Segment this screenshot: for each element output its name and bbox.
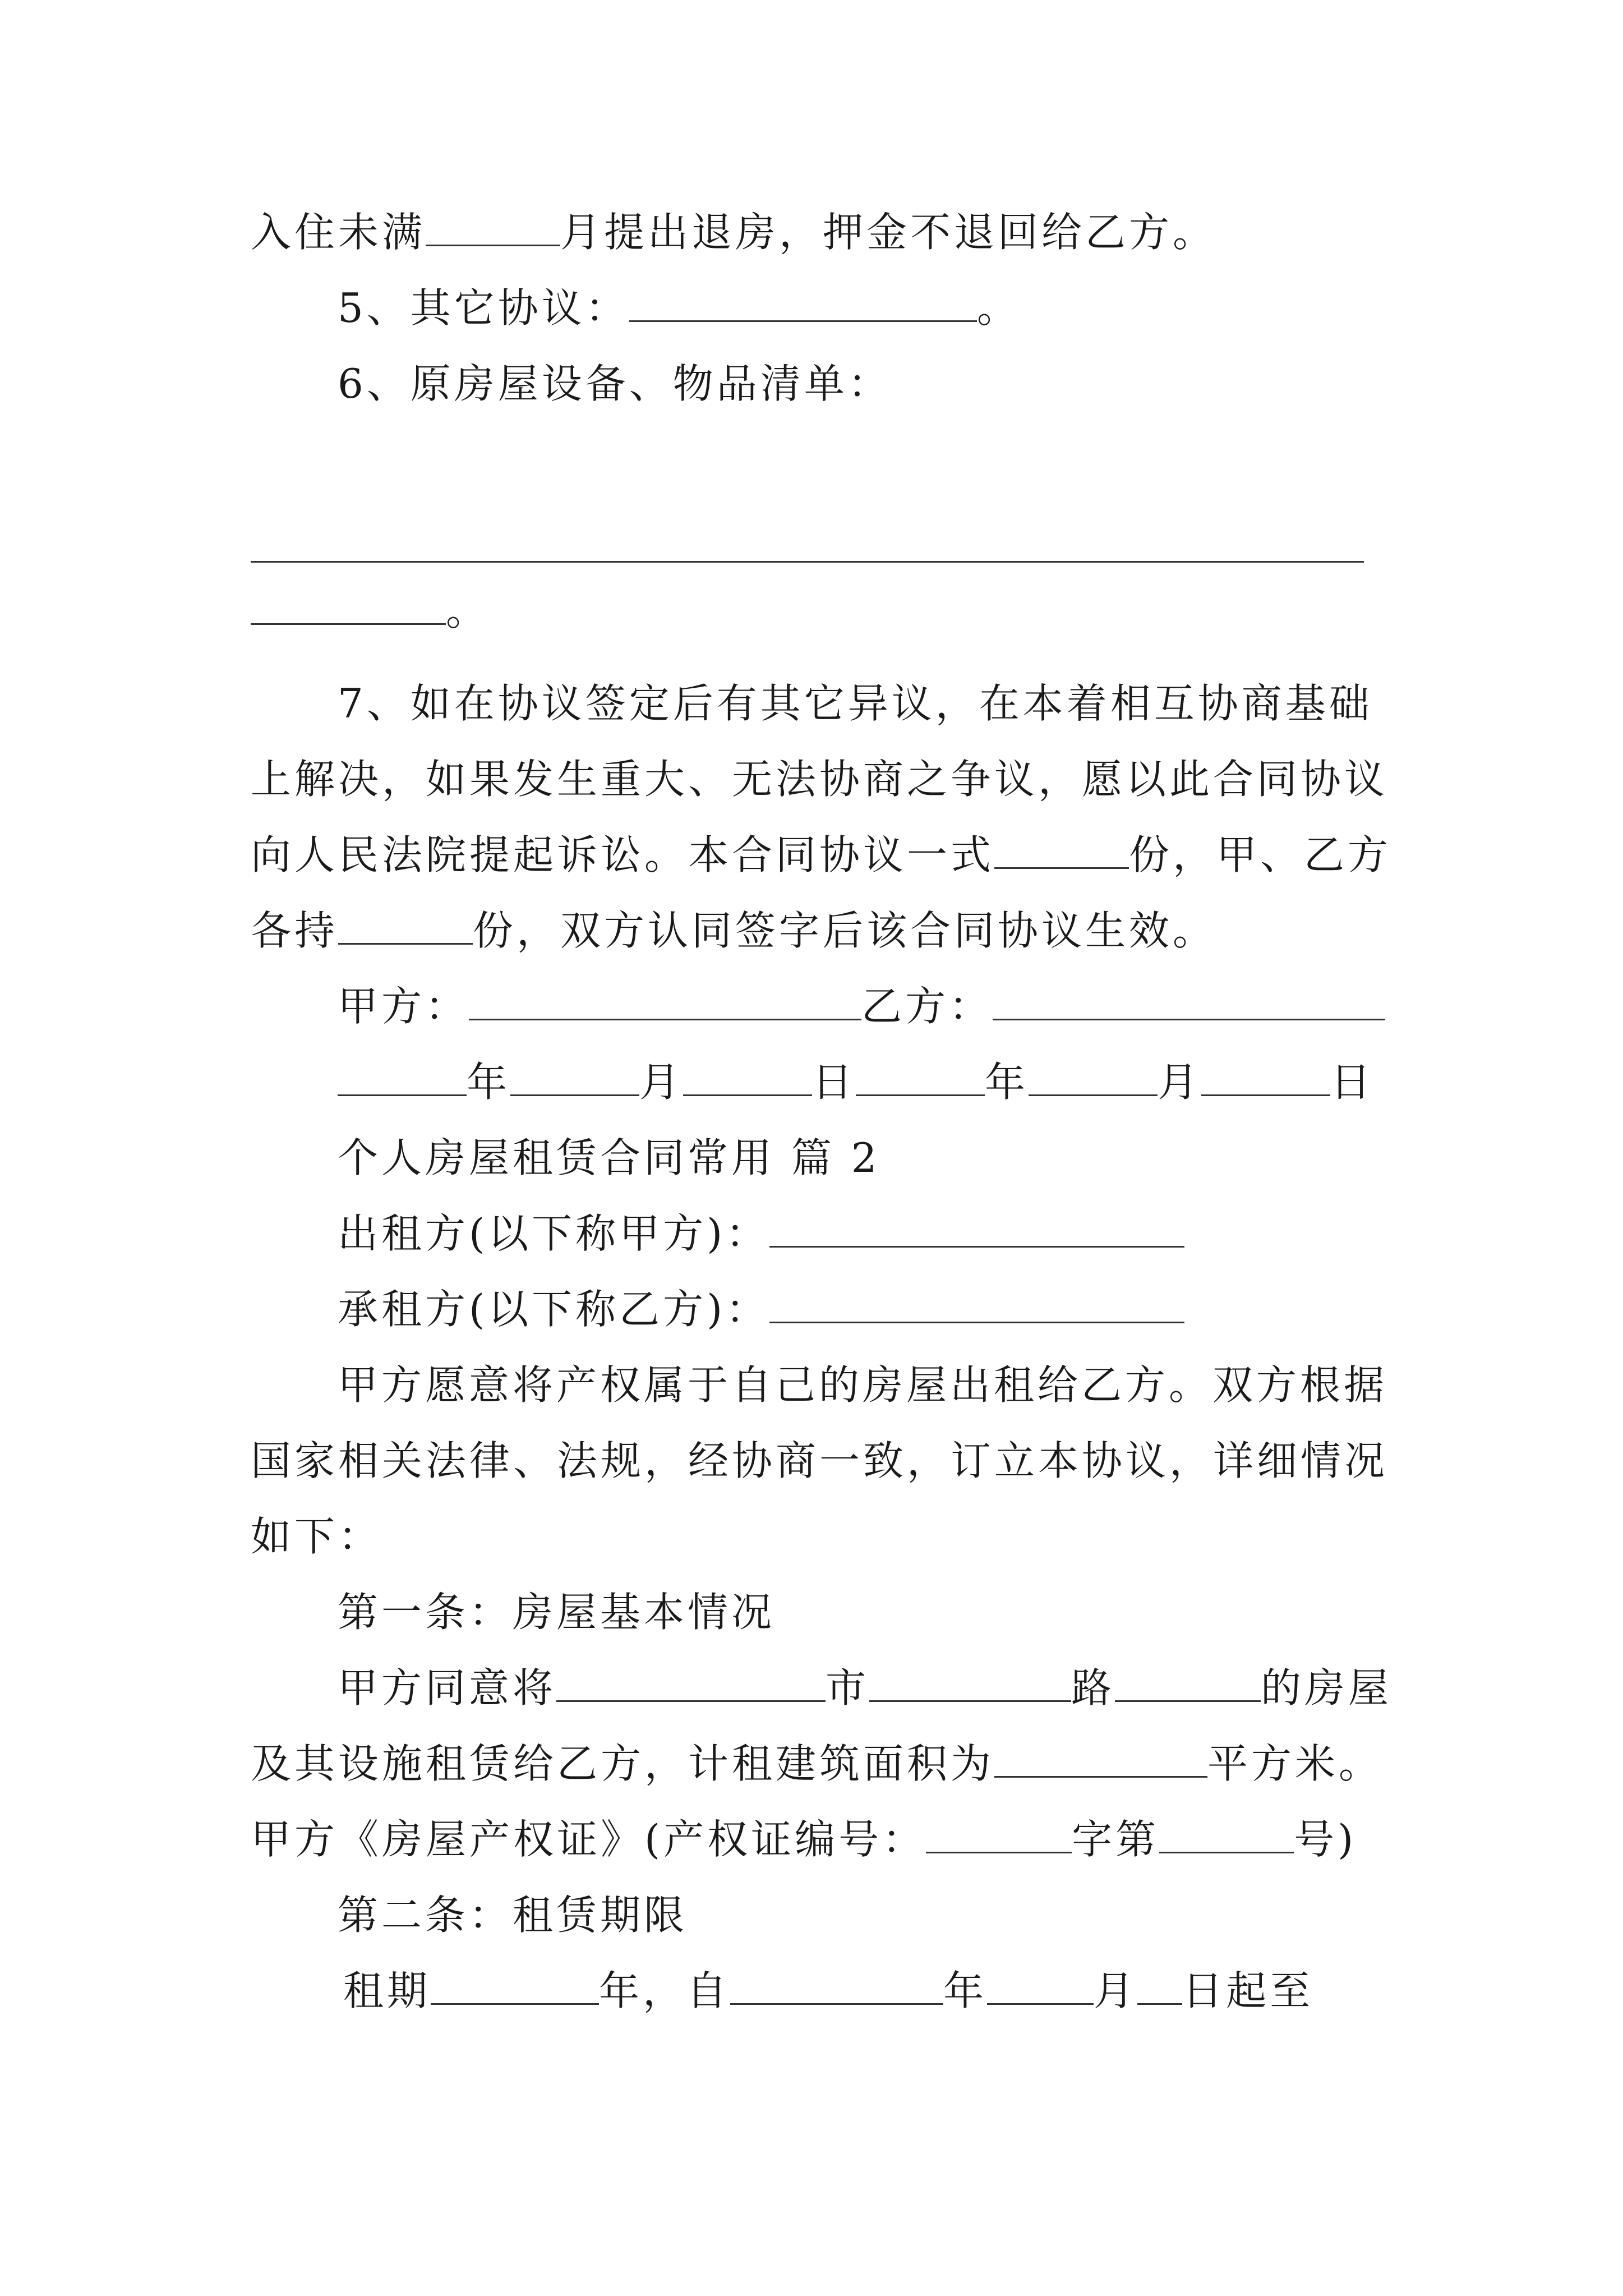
text: 月 — [1158, 1059, 1202, 1106]
blank-day-a[interactable] — [683, 1059, 812, 1096]
blank-start-day[interactable] — [1137, 1967, 1182, 2005]
blank-road[interactable] — [869, 1664, 1071, 1702]
article-1-heading — [338, 1588, 775, 1637]
blank-year-a[interactable] — [338, 1059, 467, 1096]
blank-year-b[interactable] — [856, 1059, 985, 1096]
blank-month-a[interactable] — [510, 1059, 639, 1096]
text: 第二条：租赁期限 — [338, 1892, 688, 1939]
blank-other-agreement[interactable] — [629, 284, 977, 322]
party-b-label: 乙方： — [861, 983, 993, 1030]
text: 字第 — [1072, 1816, 1160, 1863]
text: 号) — [1294, 1816, 1357, 1863]
text: 承租方(以下称乙方)： — [338, 1286, 770, 1333]
party-a-signature-blank[interactable] — [469, 983, 861, 1020]
article-1-line-2 — [251, 1739, 1382, 1788]
text: 5、其它协议： — [338, 284, 629, 332]
text: 日 — [1330, 1059, 1375, 1106]
text: 份，甲、乙方 — [1129, 831, 1392, 878]
blank-area[interactable] — [994, 1740, 1207, 1778]
text: 年 — [985, 1059, 1029, 1106]
text: 份，双方认同签字后该合同协议生效。 — [473, 907, 1217, 954]
text: 平方米。 — [1207, 1740, 1383, 1787]
clause-7-line-1 — [338, 679, 1373, 728]
blank-cert-number[interactable] — [1159, 1816, 1294, 1853]
blank-address[interactable] — [1115, 1664, 1261, 1702]
text: 甲方同意将 — [338, 1664, 557, 1711]
article-2-heading — [338, 1890, 688, 1940]
text: 的房屋 — [1261, 1664, 1393, 1711]
blank-term-years[interactable] — [431, 1967, 599, 2005]
blank-copies[interactable] — [994, 831, 1129, 869]
text: 6、原房屋设备、物品清单： — [338, 360, 892, 407]
blank-month-b[interactable] — [1029, 1059, 1158, 1096]
clause-7-line-4 — [251, 906, 1216, 955]
text: 月 — [1094, 1967, 1138, 2014]
inventory-end-line — [251, 586, 490, 636]
text: 7、如在协议签定后有其它异议，在本着相互协商基础 — [338, 680, 1373, 727]
lessor-line — [338, 1209, 1184, 1258]
text: 国家相关法律、法规，经协商一致，订立本协议，详细情况 — [251, 1437, 1389, 1484]
blank-each-hold[interactable] — [338, 907, 473, 945]
lessee-line — [338, 1285, 1184, 1334]
text: 路 — [1071, 1664, 1115, 1711]
text: 。 — [446, 587, 490, 634]
text: 月提出退房，押金不退回给乙方。 — [560, 209, 1217, 256]
text: 日 — [812, 1059, 856, 1106]
article-1-line-1 — [338, 1663, 1392, 1713]
clause-7-line-2 — [251, 754, 1388, 804]
blank-day-b[interactable] — [1201, 1059, 1330, 1096]
text: 向人民法院提起诉讼。本合同协议一式 — [251, 831, 995, 878]
text: 年 — [943, 1967, 988, 2014]
blank-inventory-line[interactable] — [251, 561, 1364, 563]
text: 上解决，如果发生重大、无法协商之争议，愿以此合同协议 — [251, 756, 1389, 803]
blank-cert-prefix[interactable] — [926, 1816, 1072, 1853]
party-b-signature-blank[interactable] — [993, 983, 1385, 1020]
clause-6 — [338, 359, 892, 408]
article-1-line-3 — [251, 1815, 1357, 1864]
text: 甲方愿意将产权属于自己的房屋出租给乙方。双方根据 — [338, 1361, 1388, 1409]
blank-start-month[interactable] — [987, 1967, 1094, 2005]
signature-dates — [338, 1057, 1374, 1107]
text: 各持 — [251, 907, 339, 954]
text: 市 — [826, 1664, 870, 1711]
text: 及其设施租赁给乙方，计租建筑面积为 — [251, 1740, 995, 1787]
blank-inventory-continued[interactable] — [251, 587, 446, 625]
lessor-blank[interactable] — [769, 1210, 1184, 1248]
preamble-line-2 — [251, 1436, 1388, 1485]
blank-start-year[interactable] — [730, 1967, 943, 2005]
text: 入住未满 — [251, 209, 426, 256]
lessee-blank[interactable] — [769, 1286, 1184, 1323]
blank-months[interactable] — [426, 209, 560, 246]
article-2-line-1 — [343, 1966, 1313, 2016]
preamble-line-1 — [338, 1360, 1387, 1410]
party-a-label: 甲方： — [338, 983, 469, 1030]
clause-deposit-line — [251, 208, 1216, 257]
text: 甲方《房屋产权证》(产权证编号： — [251, 1816, 926, 1863]
signature-parties — [338, 982, 1385, 1031]
blank-city[interactable] — [556, 1664, 826, 1702]
section-heading — [338, 1133, 880, 1182]
clause-5 — [338, 283, 1021, 333]
text: 。 — [976, 284, 1021, 332]
text: 如下： — [251, 1513, 382, 1560]
text: 个人房屋租赁合同常用 篇 2 — [338, 1134, 880, 1181]
preamble-line-3 — [251, 1512, 382, 1561]
text: 月 — [639, 1059, 684, 1106]
text: 出租方(以下称甲方)： — [338, 1210, 770, 1257]
clause-7-line-3 — [251, 830, 1391, 880]
text: 第一条：房屋基本情况 — [338, 1589, 776, 1636]
text: 租期 — [343, 1967, 431, 2014]
text: 日起至 — [1182, 1967, 1314, 2014]
text: 年，自 — [599, 1967, 731, 2014]
text: 年 — [467, 1059, 511, 1106]
